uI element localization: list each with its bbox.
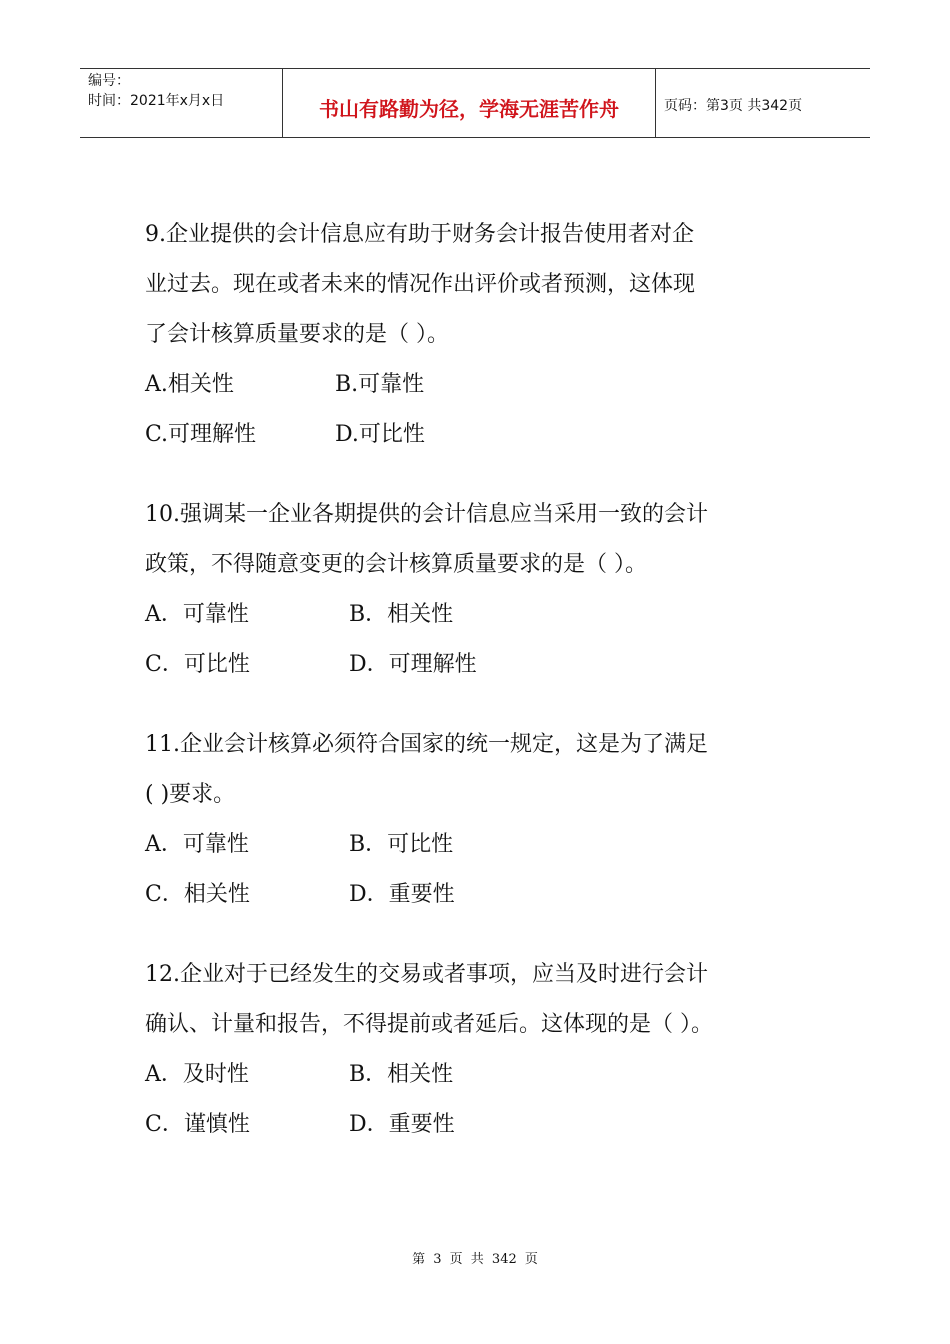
question-text-line: 政策，不得随意变更的会计核算质量要求的是（ ）。 bbox=[145, 552, 647, 577]
question-11 bbox=[145, 720, 815, 920]
option-b: B．相关性 bbox=[349, 602, 454, 627]
option-c: C．可比性 bbox=[145, 652, 250, 677]
option-c: C．相关性 bbox=[145, 882, 250, 907]
document-number-label: 编号： bbox=[88, 73, 130, 89]
option-d: D.可比性 bbox=[335, 422, 425, 447]
question-12 bbox=[145, 950, 815, 1150]
question-text-line: 确认、计量和报告，不得提前或者延后。这体现的是（ ）。 bbox=[145, 1012, 713, 1037]
question-text-line: 了会计核算质量要求的是（ ）。 bbox=[145, 322, 449, 347]
question-text-line: 业过去。现在或者未来的情况作出评价或者预测，这体现 bbox=[145, 272, 696, 297]
header-page-cell bbox=[656, 69, 870, 137]
option-a: A．可靠性 bbox=[145, 602, 249, 627]
option-d: D．重要性 bbox=[349, 882, 455, 907]
option-row bbox=[145, 590, 815, 640]
header-motto-cell bbox=[283, 69, 656, 137]
question-text-line: 11.企业会计核算必须符合国家的统一规定，这是为了满足 bbox=[145, 732, 708, 757]
option-b: B.可靠性 bbox=[335, 372, 425, 397]
page-footer: 第 3 页 共 342 页 bbox=[412, 1252, 538, 1267]
option-a: A．可靠性 bbox=[145, 832, 249, 857]
document-date: 时间：2021年x月x日 bbox=[88, 93, 225, 109]
question-list bbox=[145, 210, 815, 1180]
option-d: D．重要性 bbox=[349, 1112, 455, 1137]
option-b: B．相关性 bbox=[349, 1062, 454, 1087]
header-motto: 书山有路勤为径，学海无涯苦作舟 bbox=[319, 97, 619, 121]
option-row bbox=[145, 820, 815, 870]
option-c: C.可理解性 bbox=[145, 422, 257, 447]
question-text-line: 9.企业提供的会计信息应有助于财务会计报告使用者对企 bbox=[145, 222, 694, 247]
option-a: A．及时性 bbox=[145, 1062, 249, 1087]
option-row bbox=[145, 640, 815, 690]
header-page-info: 页码：第3页 共342页 bbox=[664, 98, 803, 114]
option-row bbox=[145, 360, 815, 410]
option-row bbox=[145, 410, 815, 460]
question-text-line: 10.强调某一企业各期提供的会计信息应当采用一致的会计 bbox=[145, 502, 708, 527]
question-text-line: ( )要求。 bbox=[145, 782, 236, 807]
header-meta-cell bbox=[80, 69, 283, 137]
option-row bbox=[145, 870, 815, 920]
question-10 bbox=[145, 490, 815, 690]
option-d: D．可理解性 bbox=[349, 652, 477, 677]
option-c: C．谨慎性 bbox=[145, 1112, 250, 1137]
option-row bbox=[145, 1050, 815, 1100]
question-text-line: 12.企业对于已经发生的交易或者事项，应当及时进行会计 bbox=[145, 962, 708, 987]
option-b: B．可比性 bbox=[349, 832, 454, 857]
option-a: A.相关性 bbox=[145, 372, 234, 397]
question-9 bbox=[145, 210, 815, 460]
option-row bbox=[145, 1100, 815, 1150]
page-header bbox=[80, 68, 870, 138]
